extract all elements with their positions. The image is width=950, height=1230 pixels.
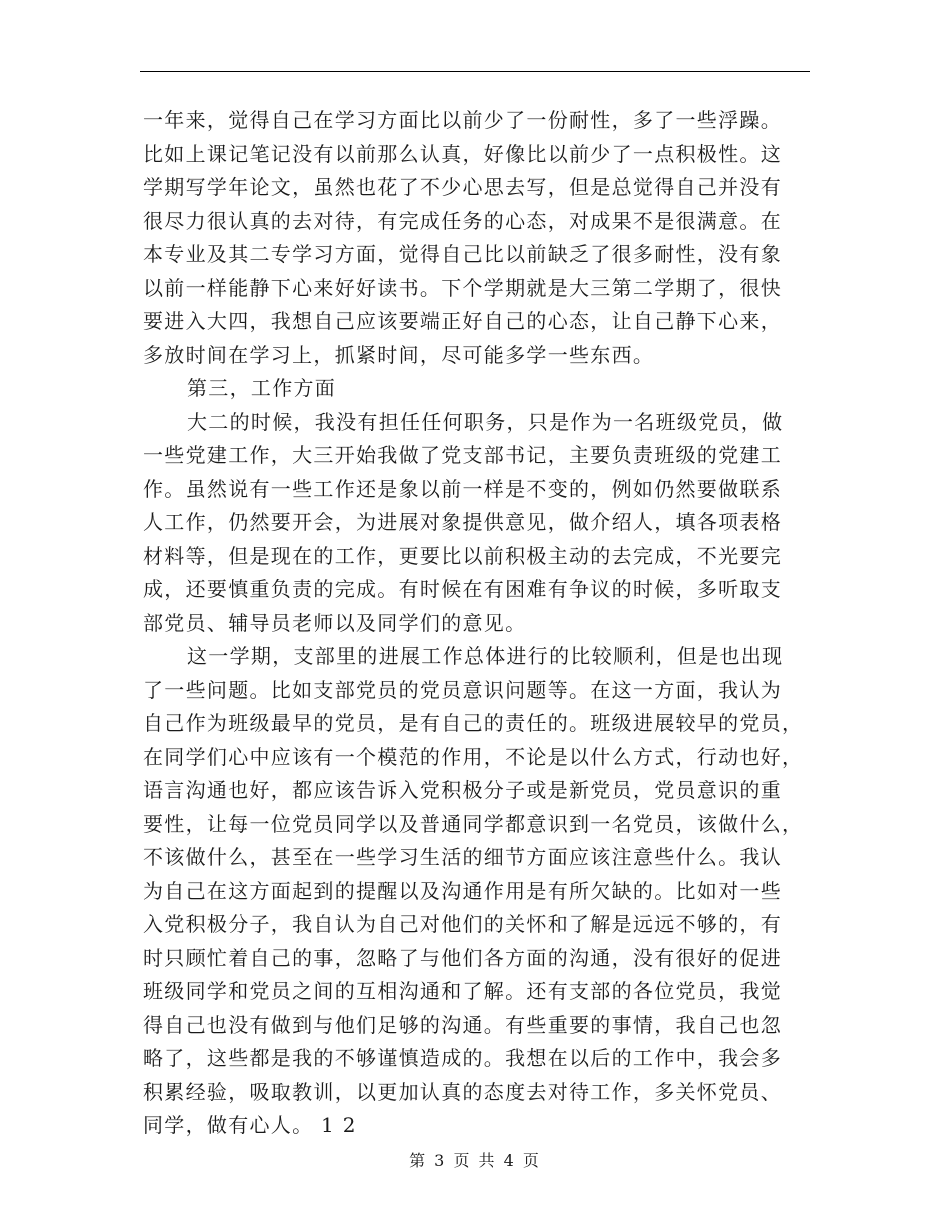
- text-line: 很尽力很认真的去对待，有完成任务的心态，对成果不是很满意。在: [143, 208, 782, 233]
- text-line: 为自己在这方面起到的提醒以及沟通作用是有所欠缺的。比如对一些: [143, 878, 782, 903]
- header-rule: [140, 71, 810, 72]
- text-line: 成，还要慎重负责的完成。有时候在有困难有争议的时候，多听取支: [143, 577, 782, 601]
- text-line: 多放时间在学习上，抓紧时间，尽可能多学一些东西。: [143, 342, 655, 367]
- text-line: 学期写学年论文，虽然也花了不少心思去写，但是总觉得自己并没有: [143, 175, 782, 199]
- section-heading: 第三，工作方面: [187, 376, 337, 400]
- text-line: 略了，这些都是我的不够谨慎造成的。我想在以后的工作中，我会多: [143, 1046, 782, 1070]
- text-line: 材料等，但是现在的工作，更要比以前积极主动的去完成，不光要完: [143, 543, 782, 568]
- text-line: 作。虽然说有一些工作还是象以前一样是不变的，例如仍然要做联系: [143, 476, 782, 501]
- text-line: 入党积极分子，我自认为自己对他们的关怀和了解是远远不够的，有: [143, 912, 782, 936]
- text-line: 不该做什么，甚至在一些学习生活的细节方面应该注意些什么。我认: [143, 845, 782, 869]
- text-line: 本专业及其二专学习方面，觉得自己比以前缺乏了很多耐性，没有象: [143, 242, 782, 266]
- text-line: 自己作为班级最早的党员，是有自己的责任的。班级进展较早的党员，: [143, 711, 804, 735]
- text-line: 一年来，觉得自己在学习方面比以前少了一份耐性，多了一些浮躁。: [143, 108, 782, 132]
- text-line: 以前一样能静下心来好好读书。下个学期就是大三第二学期了，很快: [143, 275, 782, 300]
- text-line: 同学，做有心人。 1 2: [143, 1113, 357, 1137]
- text-line: 人工作，仍然要开会，为进展对象提供意见，做介绍人，填各项表格: [143, 510, 782, 534]
- text-line: 要进入大四，我想自己应该要端正好自己的心态，让自己静下心来，: [143, 309, 782, 333]
- text-line: 时只顾忙着自己的事，忽略了与他们各方面的沟通，没有很好的促进: [143, 945, 782, 970]
- text-line: 班级同学和党员之间的互相沟通和了解。还有支部的各位党员，我觉: [143, 979, 782, 1003]
- text-line: 在同学们心中应该有一个模范的作用，不论是以什么方式，行动也好，: [143, 744, 804, 769]
- text-line: 比如上课记笔记没有以前那么认真，好像比以前少了一点积极性。这: [143, 141, 782, 166]
- text-line: 得自己也没有做到与他们足够的沟通。有些重要的事情，我自己也忽: [143, 1012, 782, 1037]
- document-body: [143, 104, 813, 1143]
- text-line: 要性，让每一位党员同学以及普通同学都意识到一名党员，该做什么，: [143, 811, 804, 836]
- text-line: 大二的时候，我没有担任任何职务，只是作为一名班级党员，做: [187, 409, 784, 434]
- text-line: 这一学期，支部里的进展工作总体进行的比较顺利，但是也出现: [187, 644, 784, 668]
- text-line: 积累经验，吸取教训，以更加认真的态度去对待工作，多关怀党员、: [143, 1079, 782, 1104]
- text-line: 部党员、辅导员老师以及同学们的意见。: [143, 610, 527, 635]
- text-line: 语言沟通也好，都应该告诉入党积极分子或是新党员，党员意识的重: [143, 778, 782, 802]
- page-footer: 第 3 页 共 4 页: [409, 1151, 541, 1170]
- text-line: 了一些问题。比如支部党员的党员意识问题等。在这一方面，我认为: [143, 677, 782, 702]
- text-line: 一些党建工作，大三开始我做了党支部书记，主要负责班级的党建工: [143, 443, 782, 467]
